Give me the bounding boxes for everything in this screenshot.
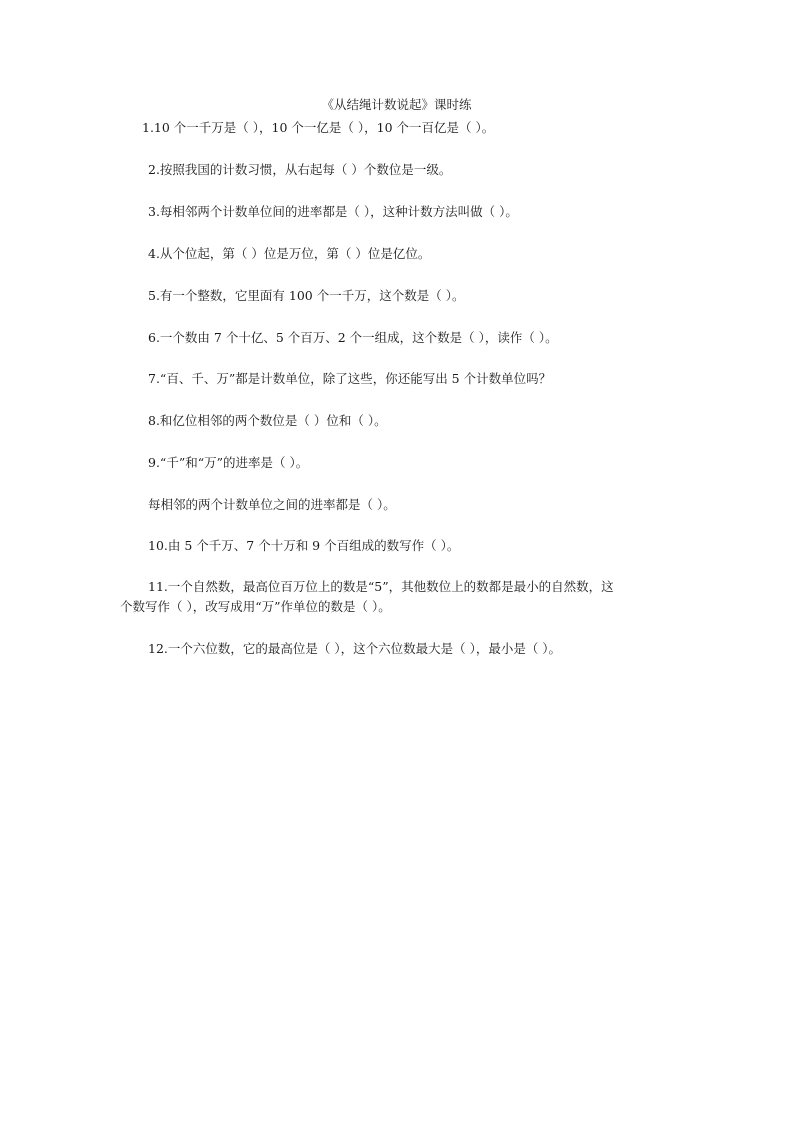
question-2: 2.按照我国的计数习惯，从右起每（ ）个数位是一级。	[148, 162, 452, 177]
question-1: 1.10 个一千万是（ ），10 个一亿是（ ），10 个一百亿是（ ）。	[142, 120, 495, 135]
question-7: 7.“百、千、万”都是计数单位，除了这些，你还能写出 5 个计数单位吗？	[148, 371, 552, 386]
question-5: 5.有一个整数，它里面有 100 个一千万，这个数是（ ）。	[148, 288, 465, 303]
question-3: 3.每相邻两个计数单位间的进率都是（ ），这种计数方法叫做（ ）。	[148, 204, 518, 219]
question-11-line-1: 11.一个自然数，最高位百万位上的数是“5”，其他数位上的数都是最小的自然数，这	[148, 579, 614, 594]
question-10: 10.由 5 个千万、7 个十万和 9 个百组成的数写作（ ）。	[148, 538, 460, 553]
question-9: 9.“千”和“万”的进率是（ ）。	[148, 455, 309, 470]
question-11-line-2: 个数写作（ ），改写成用“万”作单位的数是（ ）。	[120, 599, 391, 614]
question-4: 4.从个位起，第（ ）位是万位，第（ ）位是亿位。	[148, 246, 431, 261]
question-9-note: 每相邻的两个计数单位之间的进率都是（ ）。	[148, 497, 396, 512]
document-title: 《从结绳计数说起》课时练	[321, 97, 472, 112]
question-8: 8.和亿位相邻的两个数位是（ ）位和（ ）。	[148, 413, 387, 428]
question-12: 12.一个六位数，它的最高位是（ ），这个六位数最大是（ ），最小是（ ）。	[148, 641, 562, 656]
question-6: 6.一个数由 7 个十亿、5 个百万、2 个一组成，这个数是（ ），读作（ ）。	[148, 330, 558, 345]
